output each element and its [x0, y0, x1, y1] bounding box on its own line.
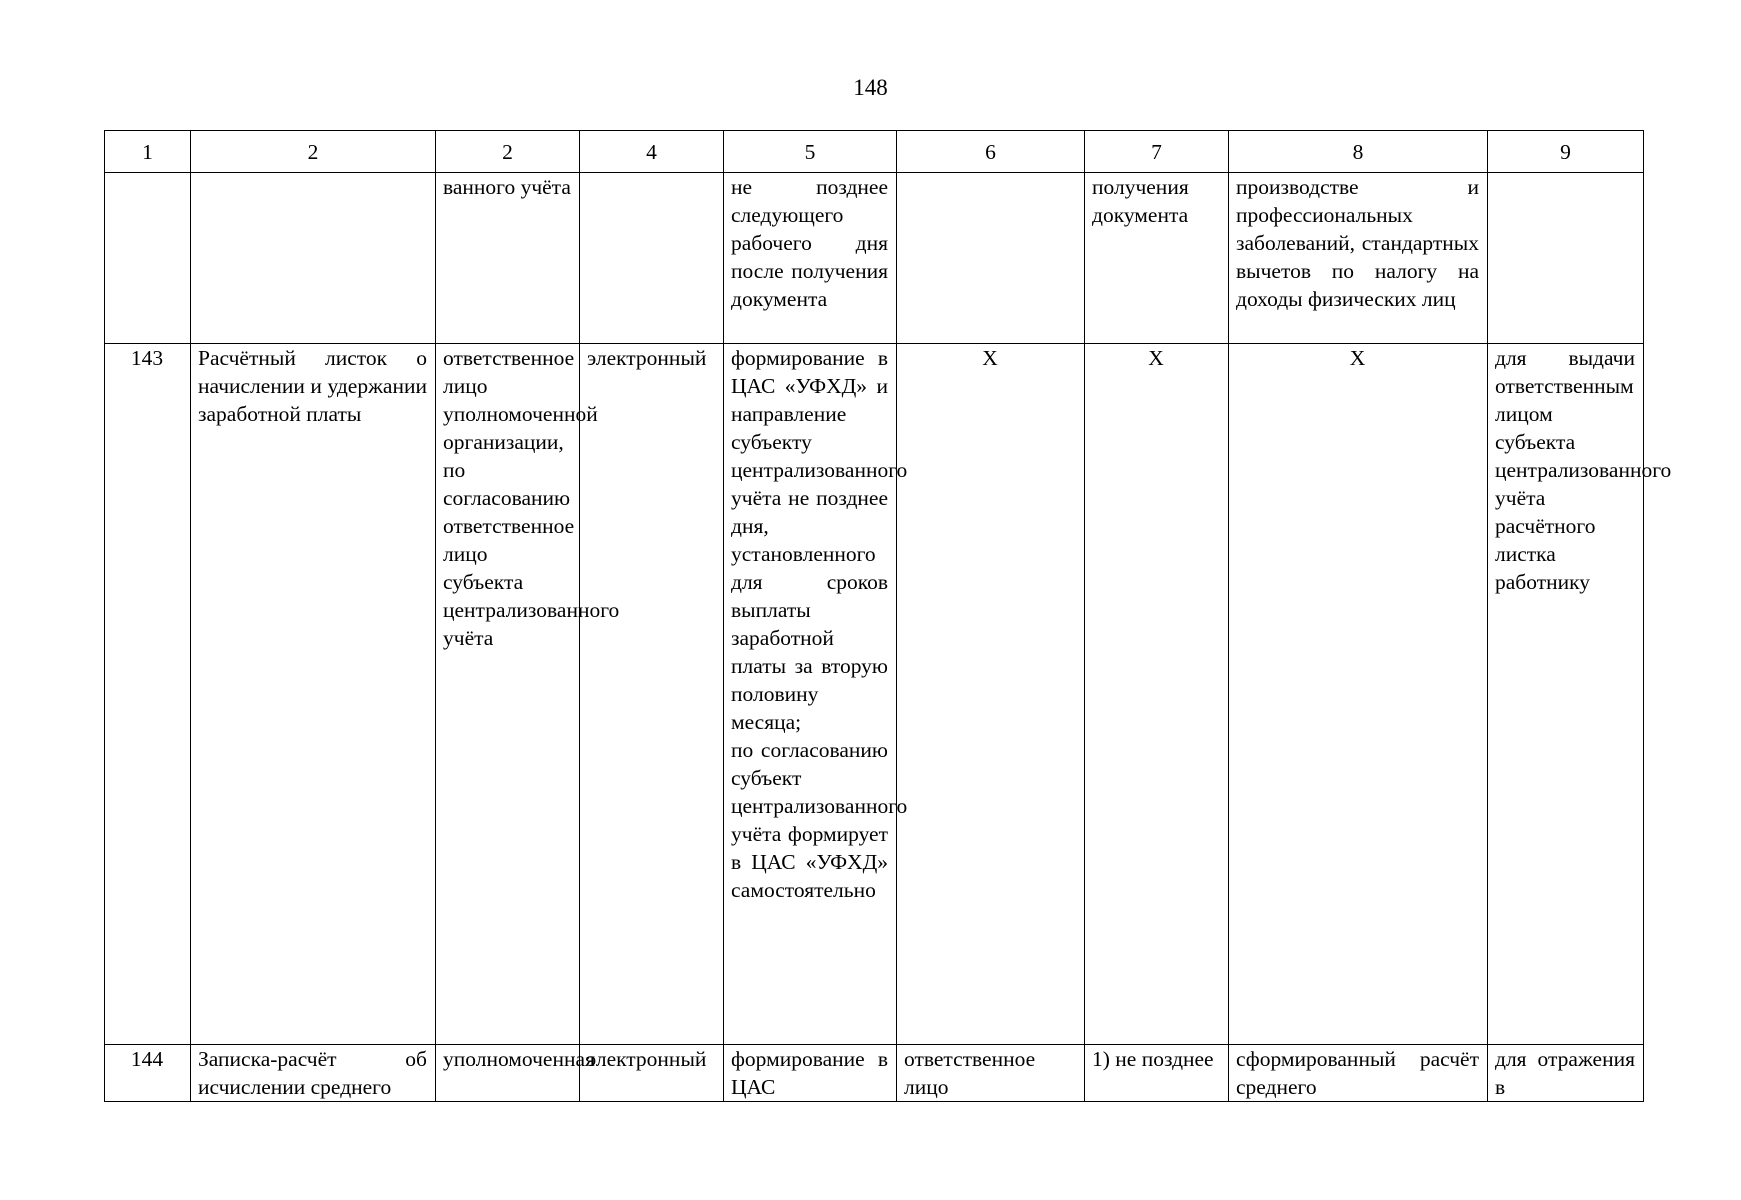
- column-header: 8: [1229, 131, 1488, 173]
- column-6-cell: Х: [897, 344, 1085, 1045]
- column-header: 4: [580, 131, 724, 173]
- column-8-cell: сформированный расчёт среднего: [1229, 1045, 1488, 1102]
- column-header: 9: [1488, 131, 1644, 173]
- row-number-cell: 144: [105, 1045, 191, 1102]
- format-cell: электронный: [580, 1045, 724, 1102]
- column-7-cell: Х: [1085, 344, 1229, 1045]
- column-header: 7: [1085, 131, 1229, 173]
- table-header-row: [105, 131, 1644, 173]
- purpose-cell: для выдачи ответственным лицом субъекта централизованного учёта расчётного листка работнику: [1488, 344, 1644, 1045]
- responsible-person-cell: ответственное лицо уполномоченной организации, по согласованию ответственное лицо субъекта централизованного учёта: [436, 344, 580, 1045]
- format-cell: [580, 173, 724, 344]
- deadline-cell: не позднее следующего рабочего дня после получения документа: [724, 173, 897, 344]
- column-8-cell: производстве и профессиональных заболеваний, стандартных вычетов по налогу на доходы физических лиц: [1229, 173, 1488, 344]
- column-7-cell: получения документа: [1085, 173, 1229, 344]
- row-number-cell: [105, 173, 191, 344]
- column-6-cell: ответственное лицо: [897, 1045, 1085, 1102]
- purpose-cell: для отражения в: [1488, 1045, 1644, 1102]
- row-number-cell: 143: [105, 344, 191, 1045]
- column-6-cell: [897, 173, 1085, 344]
- column-header: 2: [436, 131, 580, 173]
- column-header: 2: [191, 131, 436, 173]
- column-7-cell: 1) не позднее: [1085, 1045, 1229, 1102]
- table-row: [105, 173, 1644, 344]
- responsible-person-cell: ванного учёта: [436, 173, 580, 344]
- column-8-cell: Х: [1229, 344, 1488, 1045]
- document-name-cell: Записка-расчёт об исчислении среднего: [191, 1045, 436, 1102]
- format-cell: электронный: [580, 344, 724, 1045]
- register-table: [104, 130, 1672, 1102]
- table-row: [105, 344, 1644, 1045]
- table-row: [105, 1045, 1644, 1102]
- column-header: 5: [724, 131, 897, 173]
- document-name-cell: [191, 173, 436, 344]
- column-header: 6: [897, 131, 1085, 173]
- responsible-person-cell: уполномоченная: [436, 1045, 580, 1102]
- purpose-cell: [1488, 173, 1644, 344]
- deadline-cell: формирование в ЦАС: [724, 1045, 897, 1102]
- deadline-cell: формирование в ЦАС «УФХД» и направление субъекту централизованного учёта не позднее дня, установленного для сроков выплаты заработной платы за вторую половину месяца; по согласованию субъект централизованного учёта формирует в ЦАС «УФХД» самостоятельно: [724, 344, 897, 1045]
- document-name-cell: Расчётный листок о начислении и удержании заработной платы: [191, 344, 436, 1045]
- column-header: 1: [105, 131, 191, 173]
- page-number: 148: [853, 75, 888, 100]
